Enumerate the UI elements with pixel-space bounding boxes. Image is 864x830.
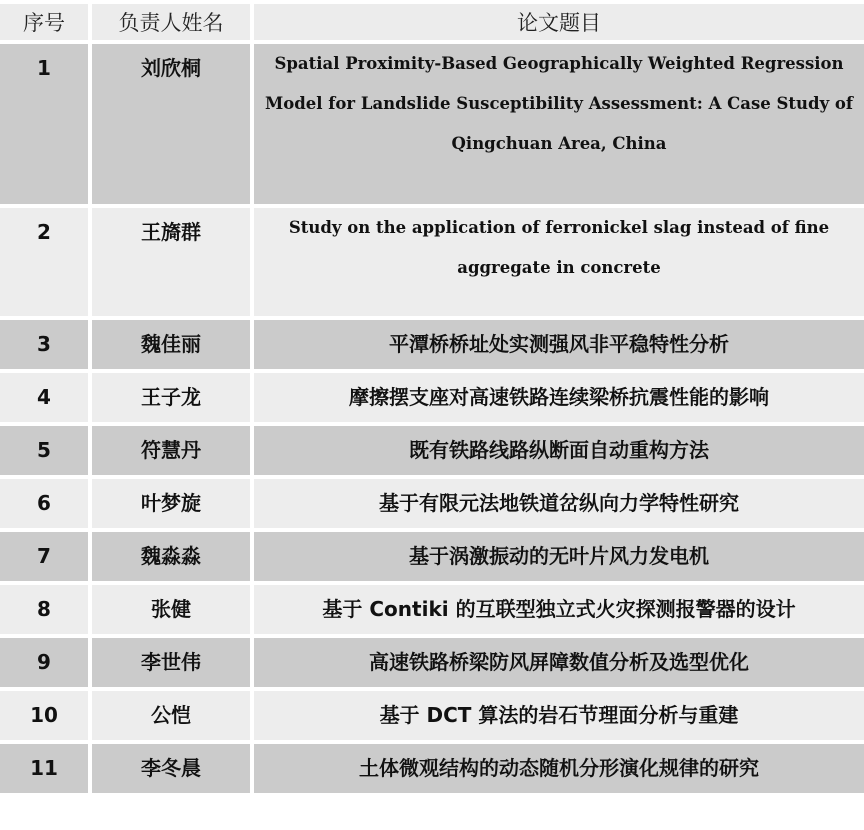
table-row (0, 744, 864, 793)
row-number: 4 (0, 373, 88, 422)
paper-title: 摩擦摆支座对高速铁路连续梁桥抗震性能的影响 (254, 373, 864, 422)
table-row (0, 208, 864, 316)
table-row (0, 479, 864, 528)
row-number: 2 (0, 208, 88, 316)
row-number: 6 (0, 479, 88, 528)
row-number: 9 (0, 638, 88, 687)
paper-title: 基于 DCT 算法的岩石节理面分析与重建 (254, 691, 864, 740)
table-row (0, 320, 864, 369)
row-number: 1 (0, 44, 88, 204)
owner-name: 符慧丹 (92, 426, 250, 475)
table-row (0, 44, 864, 204)
header-owner-name: 负责人姓名 (92, 4, 250, 40)
owner-name: 魏佳丽 (92, 320, 250, 369)
row-number: 3 (0, 320, 88, 369)
paper-title: 既有铁路线路纵断面自动重构方法 (254, 426, 864, 475)
table-row (0, 426, 864, 475)
row-number: 8 (0, 585, 88, 634)
owner-name: 叶梦旋 (92, 479, 250, 528)
row-number: 7 (0, 532, 88, 581)
owner-name: 王旖群 (92, 208, 250, 316)
paper-title: 基于涡激振动的无叶片风力发电机 (254, 532, 864, 581)
owner-name: 公恺 (92, 691, 250, 740)
owner-name: 李冬晨 (92, 744, 250, 793)
paper-title: 高速铁路桥梁防风屏障数值分析及选型优化 (254, 638, 864, 687)
row-number: 11 (0, 744, 88, 793)
paper-title: 基于有限元法地铁道岔纵向力学特性研究 (254, 479, 864, 528)
paper-title: 平潭桥桥址处实测强风非平稳特性分析 (254, 320, 864, 369)
owner-name: 刘欣桐 (92, 44, 250, 204)
paper-title: 土体微观结构的动态随机分形演化规律的研究 (254, 744, 864, 793)
table-row (0, 691, 864, 740)
header-row (0, 4, 864, 40)
table-row (0, 585, 864, 634)
paper-title: 基于 Contiki 的互联型独立式火灾探测报警器的设计 (254, 585, 864, 634)
owner-name: 张健 (92, 585, 250, 634)
header-number: 序号 (0, 4, 88, 40)
owner-name: 王子龙 (92, 373, 250, 422)
owner-name: 魏淼淼 (92, 532, 250, 581)
paper-title: Study on the application of ferronickel slag instead of fine aggregate in concrete (254, 208, 864, 316)
table-row (0, 373, 864, 422)
row-number: 10 (0, 691, 88, 740)
row-number: 5 (0, 426, 88, 475)
header-paper-title: 论文题目 (254, 4, 864, 40)
owner-name: 李世伟 (92, 638, 250, 687)
table-row (0, 638, 864, 687)
paper-title: Spatial Proximity-Based Geographically Weighted Regression Model for Landslide Susceptibility Assessment: A Case Study of Qingchuan Area, China (254, 44, 864, 204)
table-row (0, 532, 864, 581)
